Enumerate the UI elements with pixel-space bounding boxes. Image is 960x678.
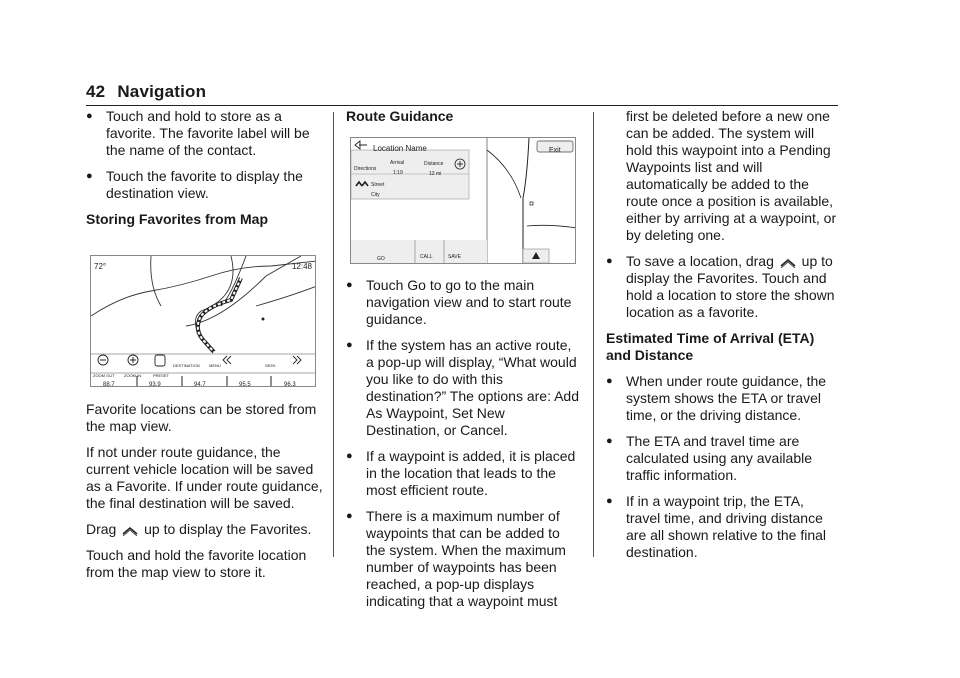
- zoom-in-button[interactable]: ZOOM IN: [124, 373, 142, 378]
- exit-button[interactable]: Exit: [549, 147, 561, 154]
- arrival-label: Arrival: [390, 160, 405, 166]
- menu-button[interactable]: MENU: [209, 363, 221, 368]
- preset-station[interactable]: 95.5: [239, 382, 251, 387]
- bullet-item: ● Touch Go to go to the main navigation view and to start route guidance.: [346, 277, 572, 327]
- column-divider-1: [333, 112, 334, 557]
- map-screen-figure: [90, 255, 316, 387]
- chevron-up-icon: [122, 526, 138, 536]
- bullet-item: ● If a waypoint is added, it is placed in the location that leads to the most efficient route.: [346, 448, 576, 498]
- section-heading: Estimated Time of Arrival (ETA) and Distance: [606, 330, 815, 363]
- preset-button[interactable]: PRESET: [153, 373, 170, 378]
- distance-value: 12 mi: [429, 171, 442, 177]
- paragraph: Touch and hold the favorite location from the map view to store it.: [86, 547, 307, 580]
- bullet-item: ● There is a maximum number of waypoints that can be added to the system. When the maximum number of waypoints has been reached, a pop-up displays indicating that a waypoint must: [346, 508, 566, 609]
- directions-button[interactable]: Directions: [354, 166, 377, 172]
- temperature-label: 72°: [94, 262, 107, 271]
- route-guidance-screen-figure: [350, 137, 576, 264]
- distance-label: Distance: [424, 161, 444, 167]
- zoom-out-button[interactable]: ZOOM OUT: [93, 373, 115, 378]
- location-name-title: Location Name: [373, 144, 427, 153]
- column-divider-2: [593, 112, 594, 557]
- city-label: City: [371, 192, 380, 198]
- save-button[interactable]: SAVE: [448, 254, 461, 260]
- section-title: Navigation: [117, 82, 207, 101]
- page-header: [86, 82, 838, 106]
- destination-button[interactable]: DESTINATION: [173, 363, 200, 368]
- street-label: Street: [371, 182, 385, 188]
- bullet-item: ● The ETA and travel time are calculated using any available traffic information.: [606, 433, 813, 483]
- paragraph: If not under route guidance, the current vehicle location will be saved as a Favorite. If under route guidance, the final destination will be saved.: [86, 444, 323, 511]
- bullet-item: ● If in a waypoint trip, the ETA, travel time, and driving distance are all shown relative to the final destination.: [606, 493, 826, 560]
- column-3: [606, 108, 842, 570]
- column-1: [86, 108, 324, 590]
- paragraph: Drag up to display the Favorites.: [86, 521, 312, 537]
- call-button[interactable]: CALL: [420, 254, 433, 260]
- preset-station[interactable]: 96.3: [284, 382, 296, 387]
- bullet-item: ● When under route guidance, the system shows the ETA or travel time, or the driving distance.: [606, 373, 827, 423]
- page-heading: [86, 82, 218, 102]
- bullet-item: ● Touch the favorite to display the destination view.: [86, 168, 303, 201]
- chevron-up-icon: [780, 258, 796, 268]
- go-button[interactable]: GO: [377, 256, 385, 262]
- bullet-item: ● If the system has an active route, a pop-up will display, “What would you like to do with this destination?” The options are: Add As Waypoint, Set New Destination, or Cancel.: [346, 337, 580, 438]
- preset-station[interactable]: 88.7: [103, 382, 115, 387]
- continuation-text: first be deleted before a new one can be added. The system will hold this waypoint into a Pending Waypoints list and will automatically be added to the route once a position is available, either by arriving at a waypoint, or by deleting one.: [626, 108, 837, 243]
- clock-label: 12:48: [291, 262, 312, 271]
- seek-button[interactable]: SEEK: [265, 363, 276, 368]
- bullet-item: ● To save a location, drag up to display the Favorites. Touch and hold a location to store the shown location as a favorite.: [606, 253, 835, 320]
- preset-station[interactable]: 93.9: [149, 382, 161, 387]
- column-2: [346, 108, 582, 619]
- section-heading: Storing Favorites from Map: [86, 211, 269, 227]
- bullet-item: ● Touch and hold to store as a favorite. The favorite label will be the name of the contact.: [86, 108, 310, 158]
- arrival-value: 1:19: [393, 170, 403, 176]
- preset-station[interactable]: 94.7: [194, 382, 206, 387]
- page-number: 42: [86, 82, 106, 101]
- section-heading: Route Guidance: [346, 108, 454, 124]
- paragraph: Favorite locations can be stored from the map view.: [86, 401, 317, 434]
